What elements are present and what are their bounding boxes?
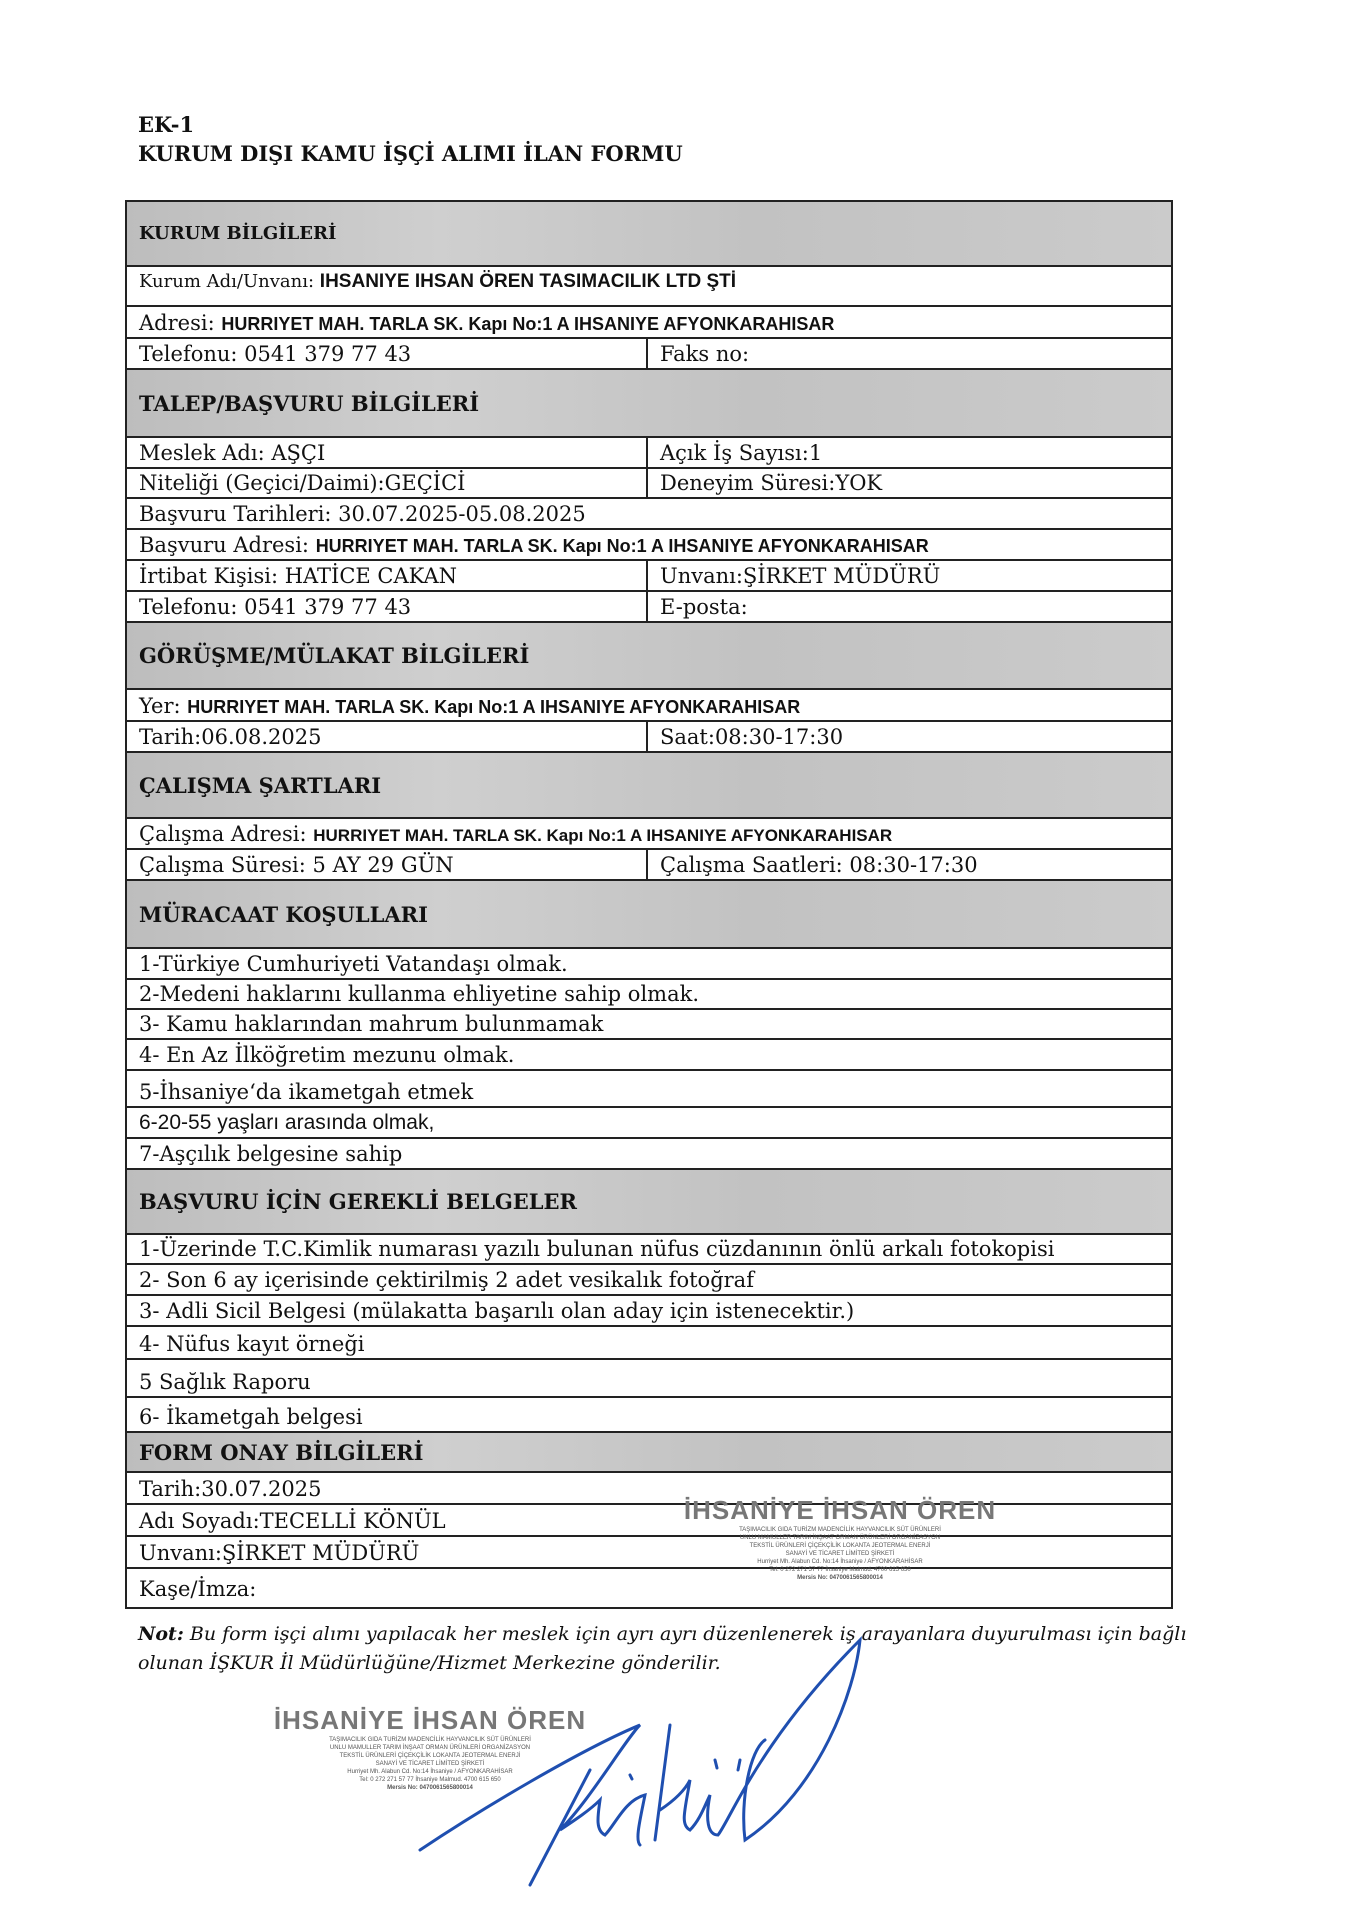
stamp-line: Tel: 0 272 271 57 77 İhsaniye Malmud. 4700 615 650: [359, 1777, 501, 1783]
item-text: 7-Aşçılık belgesine sahip: [139, 1142, 403, 1166]
item-text: 2- Son 6 ay içerisinde çektirilmiş 2 adet vesikalık fotoğraf: [139, 1268, 754, 1292]
irtibat: İrtibat Kişisi: HATİCE CAKAN: [127, 561, 648, 590]
muracaat-item: [127, 1139, 1171, 1170]
section-calisma: [127, 753, 1171, 819]
section-muracaat: [127, 881, 1171, 949]
item-text: 5-İhsaniye‘da ikametgah etmek: [139, 1080, 474, 1104]
item-text: 6- İkametgah belgesi: [139, 1405, 363, 1429]
unvan: Unvanı:ŞİRKET MÜDÜRÜ: [660, 564, 941, 588]
stamp-line: UNLU MAMULLER TARIM İNŞAAT ORMAN ÜRÜNLERİ ORGANİZASYON: [739, 1535, 941, 1541]
stamp-line: TAŞIMACILIK GIDA TURİZM MADENCİLİK HAYVANCILIK SÜT ÜRÜNLERİ: [329, 1737, 531, 1743]
basvuru-adresi: HURRIYET MAH. TARLA SK. Kapı No:1 A IHSANIYE AFYONKARAHISAR: [315, 536, 929, 556]
muracaat-item: [127, 980, 1171, 1010]
muracaat-item: [127, 1108, 1171, 1139]
gorusme-row: [127, 690, 1171, 722]
onay-kase: Kaşe/İmza:: [139, 1577, 257, 1601]
stamp-line: TAŞIMACILIK GIDA TURİZM MADENCİLİK HAYVANCILIK SÜT ÜRÜNLERİ: [739, 1527, 941, 1533]
stamp-line: Mersis No: 0470061565800014: [797, 1575, 883, 1581]
meslek: Meslek Adı: AŞÇI: [127, 438, 648, 467]
section-belgeler: [127, 1170, 1171, 1235]
item-text: 1-Üzerinde T.C.Kimlik numarası yazılı bulunan nüfus cüzdanının önlü arkalı fotokopisi: [139, 1237, 1055, 1261]
onay-unvan: Unvanı:ŞİRKET MÜDÜRÜ: [139, 1541, 420, 1565]
label: Çalışma Adresi:: [139, 822, 307, 846]
basvuru-tarihleri: Başvuru Tarihleri: 30.07.2025-05.08.2025: [139, 502, 586, 526]
calisma-row: [127, 819, 1171, 850]
company-stamp: [660, 1495, 1020, 1582]
belge-item: [127, 1265, 1171, 1296]
form-table: [125, 200, 1173, 1609]
section-heading: GÖRÜŞME/MÜLAKAT BİLGİLERİ: [139, 643, 530, 668]
section-heading: BAŞVURU İÇİN GEREKLİ BELGELER: [139, 1189, 577, 1214]
stamp-line: SANAYİ VE TİCARET LİMİTED ŞİRKETİ: [785, 1551, 895, 1557]
acik-is: Açık İş Sayısı:1: [660, 441, 823, 465]
belge-item: [127, 1360, 1171, 1398]
stamp-line: TEKSTİL ÜRÜNLERİ ÇİÇEKÇİLİK LOKANTA JEOTERMAL ENERJİ: [339, 1753, 521, 1759]
gorusme-tarih: Tarih:06.08.2025: [127, 722, 648, 751]
stamp-line: Mersis No: 0470061565800014: [387, 1785, 473, 1791]
label: Kurum Adı/Unvanı:: [139, 271, 315, 292]
item-text: 3- Adli Sicil Belgesi (mülakatta başarılı olan aday için istenecektir.): [139, 1299, 855, 1323]
kurum-name: IHSANIYE IHSAN ÖREN TASIMACILIK LTD ŞTİ: [319, 271, 737, 292]
section-heading: KURUM BİLGİLERİ: [139, 223, 337, 244]
stamp-name: İHSANİYE İHSAN ÖREN: [683, 1495, 997, 1525]
item-text: 4- Nüfus kayıt örneği: [139, 1332, 365, 1356]
muracaat-item: [127, 1010, 1171, 1040]
kurum-address: HURRIYET MAH. TARLA SK. Kapı No:1 A IHSANIYE AFYONKARAHISAR: [221, 314, 835, 334]
muracaat-item: [127, 1071, 1171, 1108]
eposta: E-posta:: [660, 595, 748, 619]
onay-adsoyad: Adı Soyadı:TECELLİ KÖNÜL: [139, 1509, 446, 1533]
item-text: 3- Kamu haklarından mahrum bulunmamak: [139, 1012, 604, 1036]
stamp-line: Hurriyet Mh. Alabun Cd. No:14 İhsaniye / AFYONKARAHİSAR: [347, 1769, 513, 1775]
talep-row: [127, 592, 1171, 623]
belge-item: [127, 1296, 1171, 1327]
belge-item: [127, 1398, 1171, 1433]
telefon: Telefonu: 0541 379 77 43: [127, 592, 648, 621]
stamp-line: Tel: 0 272 271 57 77 İhsaniye Malmud. 4700 615 650: [769, 1567, 911, 1573]
form-title: KURUM DIŞI KAMU İŞÇİ ALIMI İLAN FORMU: [138, 141, 683, 166]
deneyim: Deneyim Süresi:YOK: [660, 471, 883, 495]
note-text: Bu form işçi alımı yapılacak her meslek için ayrı ayrı düzenlenerek iş arayanlara duyurulması için bağlı olunan İŞKUR İl Müdürlüğüne/Hizmet Merkezine gönderilir.: [138, 1623, 1187, 1674]
section-gorusme: [127, 623, 1171, 690]
note-label: Not:: [138, 1623, 184, 1645]
item-text: 1-Türkiye Cumhuriyeti Vatandaşı olmak.: [139, 952, 568, 976]
annex-label: EK-1: [138, 112, 195, 137]
section-heading: MÜRACAAT KOŞULLARI: [139, 901, 428, 927]
talep-row: [127, 469, 1171, 499]
belge-item: [127, 1327, 1171, 1360]
kurum-fax: Faks no:: [660, 342, 750, 366]
nitelik: Niteliği (Geçici/Daimi):GEÇİCİ: [127, 469, 648, 497]
gorusme-row: [127, 722, 1171, 753]
signature-stroke: [420, 1640, 860, 1885]
kurum-name-row: [127, 267, 1171, 307]
stamp-line: TEKSTİL ÜRÜNLERİ ÇİÇEKÇİLİK LOKANTA JEOTERMAL ENERJİ: [749, 1543, 931, 1549]
talep-row: [127, 561, 1171, 592]
section-talep: [127, 370, 1171, 438]
kurum-address-row: [127, 307, 1171, 339]
stamp-line: SANAYİ VE TİCARET LİMİTED ŞİRKETİ: [375, 1761, 485, 1767]
calisma-adresi: HURRIYET MAH. TARLA SK. Kapı No:1 A IHSANIYE AFYONKARAHISAR: [313, 826, 893, 845]
label: Başvuru Adresi:: [139, 533, 309, 557]
belge-item: [127, 1235, 1171, 1265]
talep-row: [127, 530, 1171, 561]
calisma-saatleri: Çalışma Saatleri: 08:30-17:30: [660, 853, 978, 877]
onay-tarih: Tarih:30.07.2025: [139, 1477, 322, 1501]
item-text: 5 Sağlık Raporu: [139, 1370, 311, 1394]
kurum-phone-row: [127, 339, 1171, 370]
talep-row: [127, 438, 1171, 469]
section-heading: TALEP/BAŞVURU BİLGİLERİ: [139, 390, 480, 416]
item-text: 2-Medeni haklarını kullanma ehliyetine sahip olmak.: [139, 982, 699, 1006]
item-text: 6-20-55 yaşları arasında olmak,: [139, 1111, 435, 1134]
muracaat-item: [127, 949, 1171, 980]
gorusme-saat: Saat:08:30-17:30: [660, 725, 844, 749]
item-text: 4- En Az İlköğretim mezunu olmak.: [139, 1043, 515, 1067]
gorusme-yer: HURRIYET MAH. TARLA SK. Kapı No:1 A IHSANIYE AFYONKARAHISAR: [187, 697, 801, 717]
talep-row: [127, 499, 1171, 530]
section-kurum: [127, 202, 1171, 267]
muracaat-item: [127, 1040, 1171, 1071]
kurum-phone: Telefonu: 0541 379 77 43: [127, 339, 648, 368]
calisma-suresi: Çalışma Süresi: 5 AY 29 GÜN: [127, 850, 648, 879]
section-heading: ÇALIŞMA ŞARTLARI: [139, 772, 382, 798]
calisma-row: [127, 850, 1171, 881]
label: Adresi:: [139, 311, 215, 335]
stamp-line: UNLU MAMULLER TARIM İNŞAAT ORMAN ÜRÜNLERİ ORGANİZASYON: [329, 1745, 531, 1751]
stamp-name: İHSANİYE İHSAN ÖREN: [273, 1705, 587, 1735]
signature: [400, 1630, 900, 1890]
stamp-line: Hurriyet Mh. Alabun Cd. No:14 İhsaniye / AFYONKARAHİSAR: [757, 1559, 923, 1565]
label: Yer:: [139, 694, 181, 718]
section-onay: [127, 1433, 1171, 1473]
section-heading: FORM ONAY BİLGİLERİ: [139, 1439, 424, 1465]
